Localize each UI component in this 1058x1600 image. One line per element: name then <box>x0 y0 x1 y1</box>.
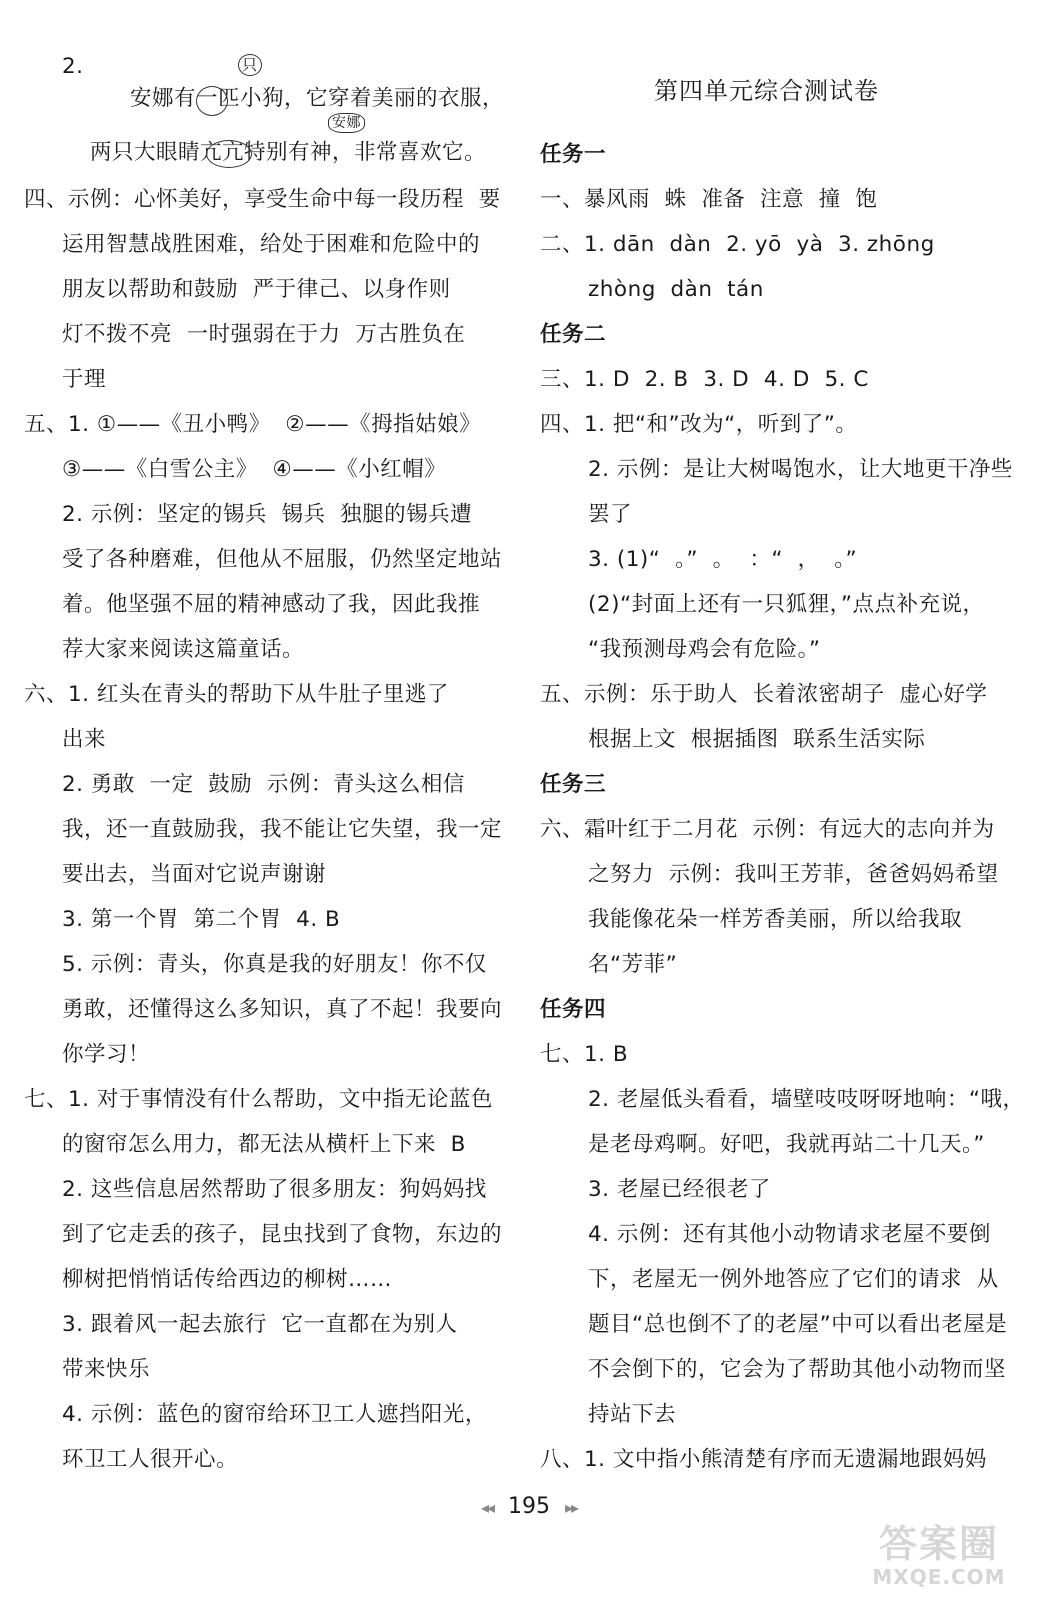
correction-annotation: 只 <box>238 54 262 76</box>
task-heading: 任务四 <box>540 997 607 1022</box>
next-arrow-icon: ▸▸ <box>565 1498 578 1517</box>
right-line: 2. 示例：是让大树喝饱水，让大地更干净些 <box>588 457 1013 482</box>
left-line: 带来快乐 <box>62 1357 151 1382</box>
left-line: 两只大眼睛亢亢特别有神，非常喜欢它。 <box>90 140 487 165</box>
left-line: 环卫工人很开心。 <box>62 1447 239 1472</box>
left-line: 荐大家来阅读这篇童话。 <box>62 637 305 662</box>
right-line: (2)“封面上还有一只狐狸，”点点补充说， <box>588 592 985 617</box>
left-line: 五、1. ①——《丑小鸭》 ②——《拇指姑娘》 <box>24 412 482 437</box>
right-line: 罢了 <box>588 502 633 527</box>
prev-arrow-icon: ◂◂ <box>480 1498 493 1517</box>
right-line: 下，老屋无一例外地答应了它们的请求 从 <box>588 1267 999 1292</box>
right-line: 4. 示例：还有其他小动物请求老屋不要倒 <box>588 1222 991 1247</box>
left-line: 安娜有一匹小狗，它穿着美丽的衣服， <box>130 86 505 111</box>
right-line: 是老母鸡啊。好吧，我就再站二十几天。” <box>588 1132 985 1157</box>
left-line: 2. 勇敢 一定 鼓励 示例：青头这么相信 <box>62 772 465 797</box>
right-line: 2. 老屋低头看看，墙壁吱吱呀呀地响：“哦， <box>588 1087 1025 1112</box>
left-line: 的窗帘怎么用力，都无法从横杆上下来 B <box>62 1132 466 1157</box>
left-line: 你学习！ <box>62 1042 151 1067</box>
left-line: 到了它走丢的孩子，昆虫找到了食物，东边的 <box>62 1222 503 1247</box>
correction-circle <box>196 86 228 116</box>
left-line: 4. 示例：蓝色的窗帘给环卫工人遮挡阳光， <box>62 1402 487 1427</box>
left-line: 2. <box>62 54 84 79</box>
left-line: 5. 示例：青头，你真是我的好朋友！你不仅 <box>62 952 487 977</box>
right-line: 不会倒下的，它会为了帮助其他小动物而坚 <box>588 1357 1007 1382</box>
right-line: “我预测母鸡会有危险。” <box>588 637 821 662</box>
left-line: 朋友以帮助和鼓励 严于律己、以身作则 <box>62 277 451 302</box>
right-line: 3. 老屋已经很老了 <box>588 1177 771 1202</box>
left-line: 柳树把悄悄话传给西边的柳树…… <box>62 1267 393 1292</box>
left-line: 灯不拨不亮 一时强弱在于力 万古胜负在 <box>62 322 466 347</box>
right-line: 五、示例：乐于助人 长着浓密胡子 虚心好学 <box>540 682 988 707</box>
right-line: 名“芳菲” <box>588 952 678 977</box>
task-heading: 任务二 <box>540 322 607 347</box>
watermark-logo <box>844 1522 1034 1592</box>
left-line: 于理 <box>62 367 107 392</box>
left-line: 3. 第一个胃 第二个胃 4. B <box>62 907 341 932</box>
right-line: zhòng dàn tán <box>588 277 764 302</box>
section-title: 第四单元综合测试卷 <box>654 77 879 105</box>
right-line: 一、暴风雨 蛛 准备 注意 撞 饱 <box>540 187 878 212</box>
watermark-text: 答案圈 <box>878 1522 999 1566</box>
right-line: 二、1. dān dàn 2. yō yà 3. zhōng <box>540 232 935 257</box>
left-line: 要出去，当面对它说声谢谢 <box>62 862 327 887</box>
watermark-url: MXQE.COM <box>872 1565 1006 1589</box>
correction-annotation: 安娜 <box>328 113 365 133</box>
right-line: 题目“总也倒不了的老屋”中可以看出老屋是 <box>588 1312 1008 1337</box>
left-line: ③——《白雪公主》 ④——《小红帽》 <box>62 457 447 482</box>
left-line: 受了各种磨难，但他从不屈服，仍然坚定地站 <box>62 547 503 572</box>
right-line: 3. (1)“ 。” 。 ：“ ， 。” <box>588 547 858 572</box>
task-heading: 任务三 <box>540 772 607 797</box>
left-line: 七、1. 对于事情没有什么帮助，文中指无论蓝色 <box>24 1087 493 1112</box>
left-line: 我，还一直鼓励我，我不能让它失望，我一定 <box>62 817 503 842</box>
left-line: 着。他坚强不屈的精神感动了我，因此我推 <box>62 592 481 617</box>
left-line: 运用智慧战胜困难，给处于困难和危险中的 <box>62 232 481 257</box>
right-line: 持站下去 <box>588 1402 677 1427</box>
right-line: 七、1. B <box>540 1042 629 1067</box>
right-line: 八、1. 文中指小熊清楚有序而无遗漏地跟妈妈 <box>540 1447 987 1472</box>
right-line: 根据上文 根据插图 联系生活实际 <box>588 727 926 752</box>
right-line: 四、1. 把“和”改为“，听到了”。 <box>540 412 858 437</box>
left-line: 出来 <box>62 727 107 752</box>
right-line: 六、霜叶红于二月花 示例：有远大的志向并为 <box>540 817 995 842</box>
left-line: 六、1. 红头在青头的帮助下从牛肚子里逃了 <box>24 682 449 707</box>
right-line: 之努力 示例：我叫王芳菲，爸爸妈妈希望 <box>588 862 999 887</box>
left-line: 3. 跟着风一起去旅行 它一直都在为别人 <box>62 1312 458 1337</box>
right-line: 我能像花朵一样芳香美丽，所以给我取 <box>588 907 963 932</box>
left-line: 2. 这些信息居然帮助了很多朋友：狗妈妈找 <box>62 1177 487 1202</box>
left-line: 勇敢，还懂得这么多知识，真了不起！我要向 <box>62 997 503 1022</box>
right-line: 三、1. D 2. B 3. D 4. D 5. C <box>540 367 869 392</box>
page-footer <box>0 1492 1058 1523</box>
left-line: 2. 示例：坚定的锡兵 锡兵 独腿的锡兵遭 <box>62 502 473 527</box>
left-line: 四、示例：心怀美好，享受生命中每一段历程 要 <box>24 187 501 212</box>
page-number: 195 <box>508 1494 550 1519</box>
task-heading: 任务一 <box>540 142 607 167</box>
correction-circle <box>206 140 252 168</box>
